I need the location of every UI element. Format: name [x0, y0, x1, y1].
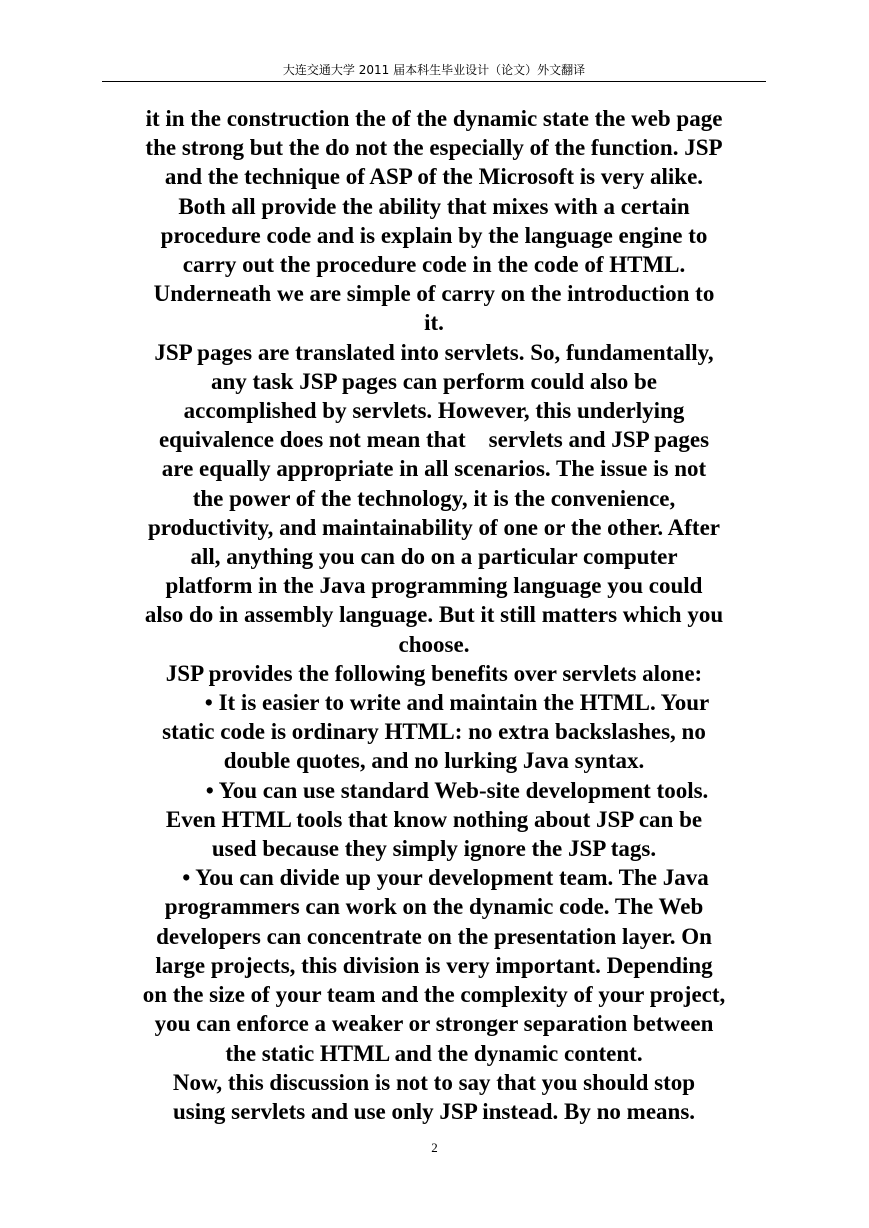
- text-line: all, anything you can do on a particular computer: [190, 544, 678, 570]
- text-line: JSP provides the following benefits over servlets alone:: [165, 660, 703, 686]
- text-line: Even HTML tools that know nothing about JSP can be: [165, 806, 703, 832]
- text-line: the strong but the do not the especially of the function. JSP: [145, 135, 723, 161]
- body-text: [96, 104, 772, 1126]
- text-line: it in the construction the of the dynamic state the web page: [145, 106, 723, 131]
- text-line: it.: [424, 310, 444, 336]
- text-line: the static HTML and the dynamic content.: [225, 1040, 643, 1066]
- text-line: the power of the technology, it is the convenience,: [192, 485, 676, 511]
- page-header: 大连交通大学 2011 届本科生毕业设计（论文）外文翻译: [282, 63, 586, 77]
- text-line: Now, this discussion is not to say that you should stop: [172, 1069, 696, 1095]
- text-line: Both all provide the ability that mixes with a certain: [178, 193, 690, 219]
- text-line: developers can concentrate on the presentation layer. On: [156, 923, 712, 949]
- text-line: and the technique of ASP of the Microsoft is very alike.: [164, 164, 704, 190]
- text-line: equivalence does not mean that servlets and JSP pages: [158, 427, 710, 453]
- text-line: accomplished by servlets. However, this underlying: [183, 398, 685, 424]
- text-line: on the size of your team and the complexity of your project,: [142, 982, 726, 1008]
- text-line: used because they simply ignore the JSP tags.: [211, 836, 657, 862]
- text-line: procedure code and is explain by the language engine to: [160, 222, 708, 248]
- text-line: using servlets and use only JSP instead. By no means.: [172, 1098, 696, 1124]
- text-line: • It is easier to write and maintain the HTML. Your: [158, 690, 710, 716]
- text-line: also do in assembly language. But it still matters which you: [144, 602, 724, 628]
- text-line: large projects, this division is very important. Depending: [155, 952, 713, 978]
- text-line: choose.: [398, 631, 470, 657]
- text-line: programmers can work on the dynamic code. The Web: [164, 894, 704, 920]
- text-line: are equally appropriate in all scenarios. The issue is not: [161, 456, 707, 482]
- text-line: static code is ordinary HTML: no extra backslashes, no: [162, 719, 706, 745]
- text-line: you can enforce a weaker or stronger separation between: [154, 1011, 714, 1037]
- text-line: JSP pages are translated into servlets. So, fundamentally,: [154, 339, 714, 365]
- text-line: platform in the Java programming language you could: [165, 573, 703, 599]
- text-line: any task JSP pages can perform could also be: [211, 368, 657, 394]
- page-number: 2: [431, 1140, 438, 1155]
- text-line: double quotes, and no lurking Java syntax.: [223, 748, 645, 774]
- text-line: • You can divide up your development team. The Java: [159, 865, 709, 891]
- header-divider: [102, 81, 766, 82]
- text-line: productivity, and maintainability of one or the other. After: [147, 514, 721, 540]
- text-line: Underneath we are simple of carry on the introduction to: [153, 281, 715, 307]
- text-line: • You can use standard Web-site development tools.: [159, 777, 709, 803]
- text-line: carry out the procedure code in the code of HTML.: [182, 252, 686, 278]
